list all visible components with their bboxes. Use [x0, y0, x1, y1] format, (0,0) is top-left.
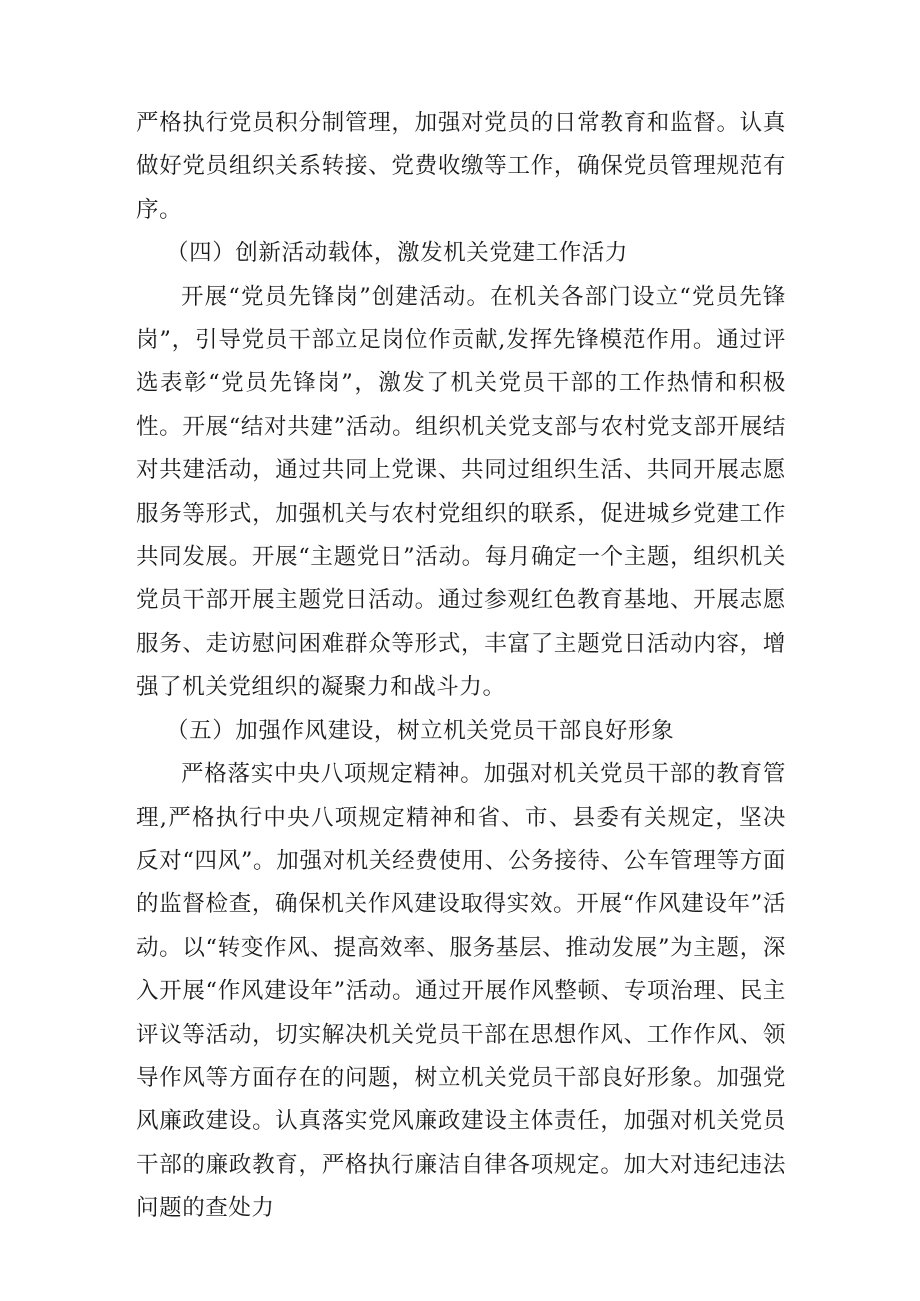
section-heading-5: （五）加强作风建设，树立机关党员干部良好形象	[166, 717, 675, 744]
paragraph-work-style: 严格落实中央八项规定精神。加强对机关党员干部的教育管理,严格执行中央八项规定精神和省、市、县委有关规定，坚决反对“四风”。加强对机关经费使用、公务接待、公车管理等方面的监督检查，确保机关作风建设取得实效。开展“作风建设年”活动。以“转变作风、提高效率、服务基层、推动发展”为主题，深入开展“作风建设年”活动。通过开展作风整顿、专项治理、民主评议等活动，切实解决机关党员干部在思想作风、工作作风、领导作风等方面存在的问题，树立机关党员干部良好形象。加强党风廉政建设。认真落实党风廉政建设主体责任，加强对机关党员干部的廉政教育，严格执行廉洁自律各项规定。加大对违纪违法问题的查处力	[136, 761, 786, 1222]
paragraph-activity-carriers: 开展“党员先锋岗”创建活动。在机关各部门设立“党员先锋岗”，引导党员干部立足岗位作贡献,发挥先锋模范作用。通过评选表彰“党员先锋岗”，激发了机关党员干部的工作热情和积极性。开展“结对共建”活动。组织机关党支部与农村党支部开展结对共建活动，通过共同上党课、共同过组织生活、共同开展志愿服务等形式，加强机关与农村党组织的联系，促进城乡党建工作共同发展。开展“主题党日”活动。每月确定一个主题，组织机关党员干部开展主题党日活动。通过参观红色教育基地、开展志愿服务、走访慰问困难群众等形式，丰富了主题党日活动内容，增强了机关党组织的凝聚力和战斗力。	[136, 283, 786, 701]
section-heading-4: （四）创新活动载体，激发机关党建工作活力	[166, 240, 629, 267]
paragraph-party-member-management: 严格执行党员积分制管理，加强对党员的日常教育和监督。认真做好党员组织关系转接、党费收缴等工作，确保党员管理规范有序。	[136, 110, 786, 223]
document-page	[136, 102, 786, 1231]
